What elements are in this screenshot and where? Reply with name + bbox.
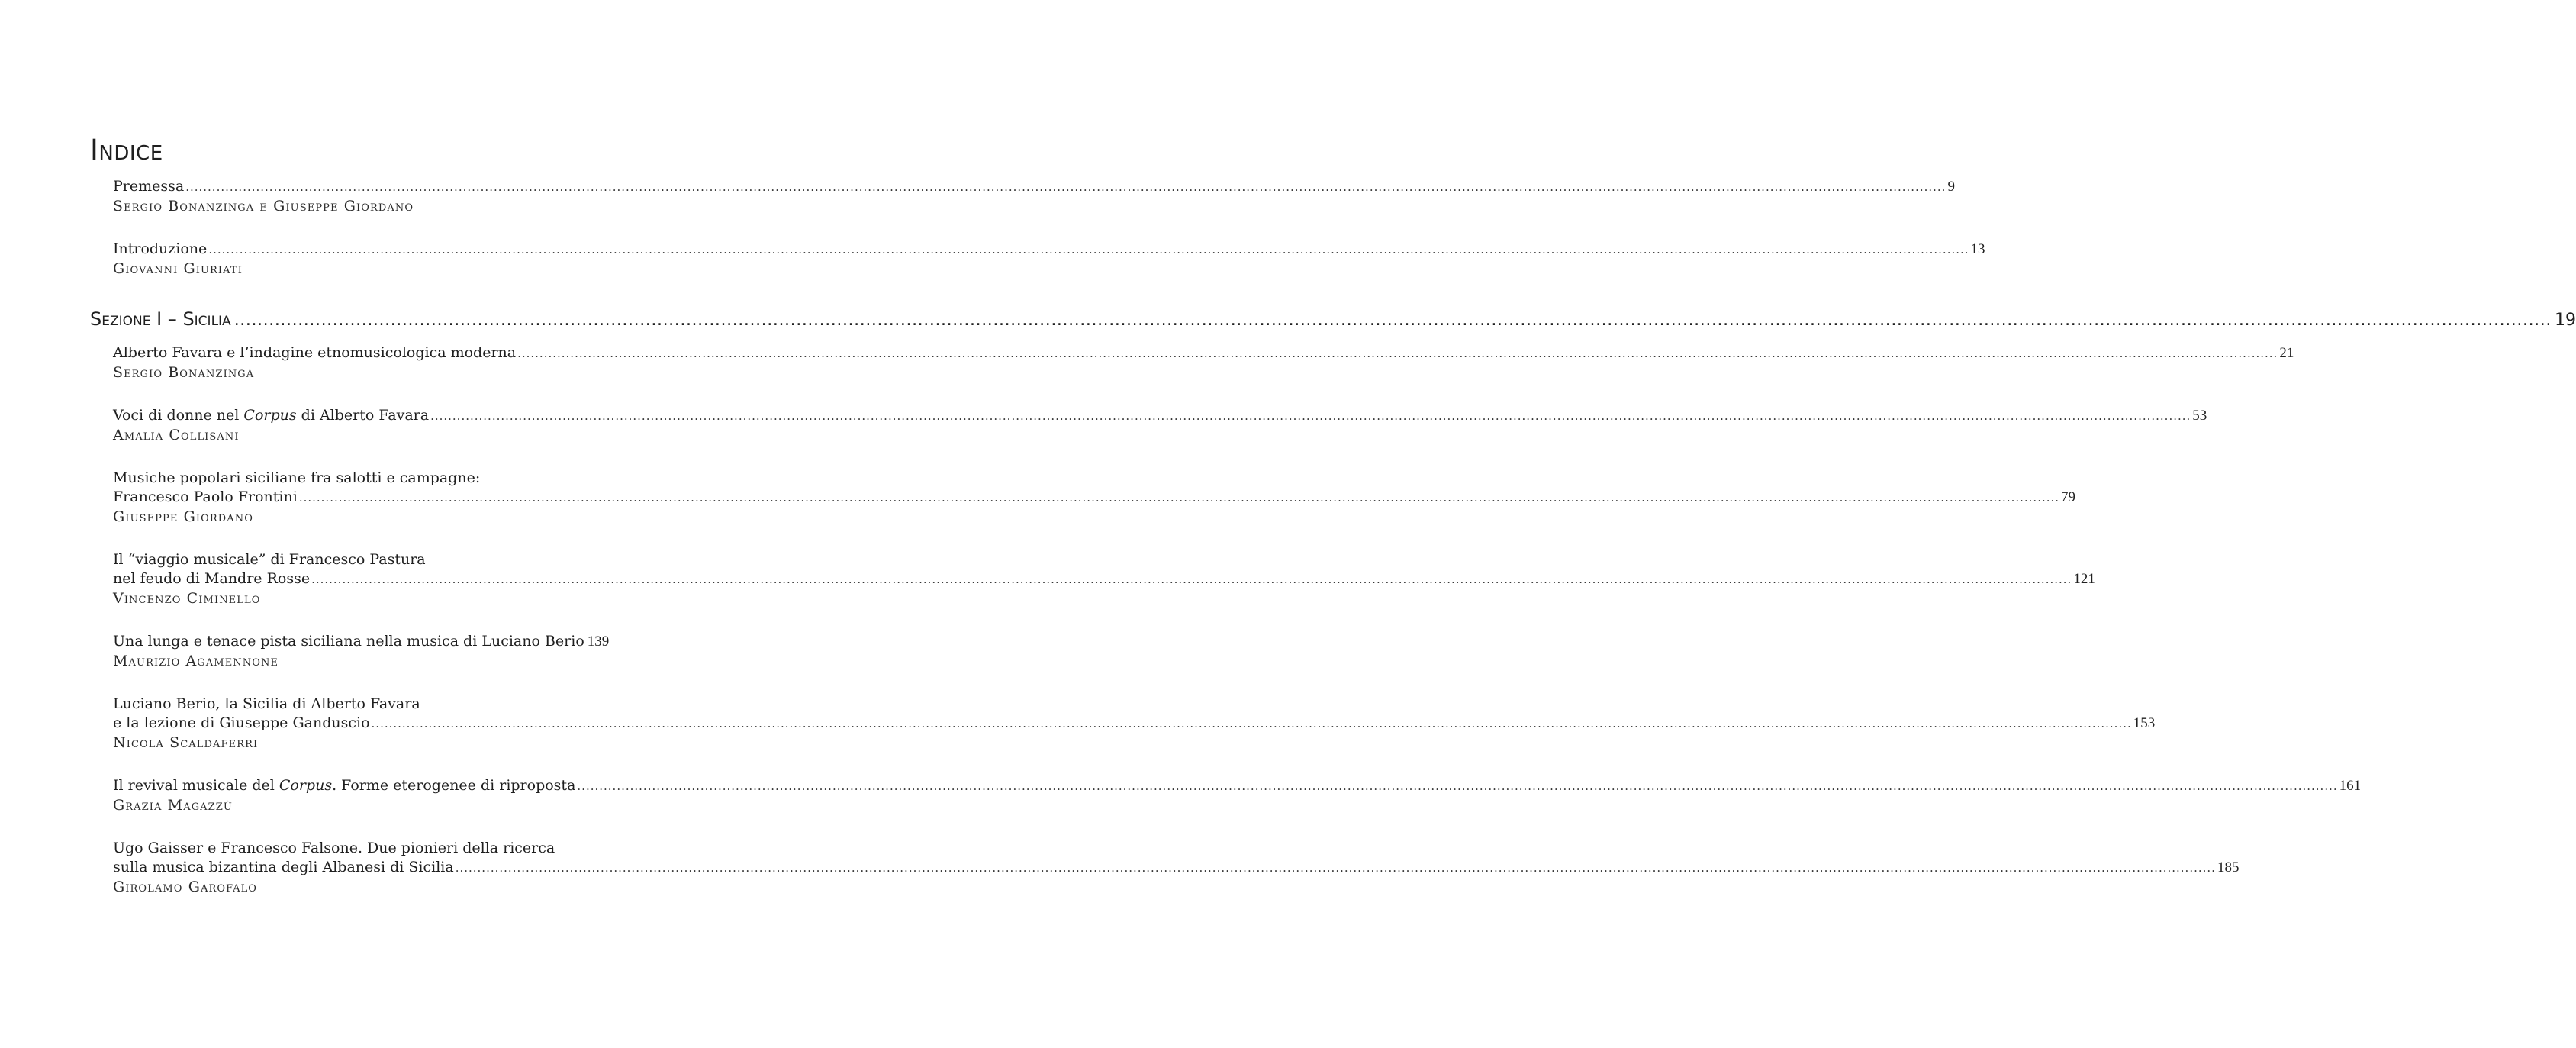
page-number: 121 [2073, 571, 2095, 587]
title-fragment: Ugo Gaisser e Francesco Falsone. Due pionieri della ricerca [113, 840, 555, 856]
title-fragment: nel feudo di Mandre Rosse [113, 570, 311, 587]
entry-title-line [113, 488, 2076, 507]
page-number: 153 [2133, 715, 2156, 731]
entry-author: Nicola Scaldaferri [113, 734, 259, 751]
toc-entry[interactable] [113, 469, 2076, 527]
entry-title [113, 569, 310, 588]
section-heading[interactable] [90, 307, 2576, 331]
dot-leader: ................................................................................................................................................................................................................................................................................................................................................................................................................ [185, 180, 1946, 194]
entry-title [113, 343, 516, 363]
page-number: 185 [2217, 859, 2240, 875]
page-number: 53 [2192, 408, 2207, 424]
dot-leader: ................................................................................................................................................................................................................................................................................................................................................................................................................ [577, 779, 2338, 793]
entry-author: Sergio Bonanzinga e Giuseppe Giordano [113, 198, 414, 214]
section-title: Sezione I – Sicilia [90, 308, 231, 330]
title-fragment: Il revival musicale del [113, 777, 279, 794]
title-fragment: Il “viaggio musicale” di Francesco Pastura [113, 551, 426, 568]
entry-title [113, 632, 584, 651]
section-page-number: 19 [2554, 311, 2576, 330]
title-fragment: sulla musica bizantina degli Albanesi di Sicilia [113, 859, 454, 875]
entry-title [113, 839, 555, 858]
entry-title [113, 776, 575, 795]
dot-leader: ................................................................................................................................................................................................................................................................................................................................................................................................................ [208, 243, 1969, 256]
dot-leader: ................................................................................................................................................................................................................................................................................................................................................................................................................ [298, 491, 2060, 505]
entry-author: Giuseppe Giordano [113, 508, 253, 525]
entry-title [113, 240, 207, 259]
entry-title [113, 695, 420, 714]
dot-leader: ................................................................................................................................................................................................................................................................................................................................................................................................................ [455, 861, 2216, 875]
entry-title-line [113, 695, 604, 714]
title-fragment: . Forme eterogenee di riproposta [332, 777, 576, 794]
toc-entry[interactable] [113, 343, 2294, 382]
toc-entry[interactable] [113, 632, 610, 671]
page-number: 13 [1970, 241, 1985, 257]
dot-leader: ................................................................................................................................................................................................................................................................................................................................................................................................................ [430, 409, 2191, 423]
dot-leader: ................................................................................................................................................................................................................................................................................................................................................................................................................ [371, 717, 2132, 730]
entry-title [113, 406, 429, 425]
entry-title-line [113, 240, 1985, 259]
toc-entry[interactable] [113, 177, 1955, 216]
entry-title-line [113, 550, 604, 569]
entry-author: Amalia Collisani [113, 427, 240, 443]
entry-title-line [113, 776, 2362, 795]
toc-entry[interactable] [113, 695, 2156, 753]
entry-title [113, 177, 184, 196]
toc-entry[interactable] [113, 240, 1985, 279]
page-number: 139 [587, 634, 610, 650]
toc-entry[interactable] [113, 839, 2240, 897]
entry-title [113, 469, 480, 488]
entry-title-line [113, 632, 610, 651]
title-fragment: di Alberto Favara [296, 407, 430, 424]
page-number: 9 [1947, 179, 1955, 195]
title-fragment: Premessa [113, 178, 185, 195]
entry-author: Girolamo Garofalo [113, 879, 258, 895]
page-number: 21 [2279, 345, 2294, 361]
entry-author: Maurizio Agamennone [113, 653, 279, 669]
entry-title-line [113, 177, 1955, 196]
entry-title-line [113, 714, 2156, 733]
title-fragment: Luciano Berio, la Sicilia di Alberto Favara [113, 695, 420, 712]
entry-author: Sergio Bonanzinga [113, 364, 255, 381]
title-fragment: Musiche popolari siciliane fra salotti e campagne: [113, 469, 481, 486]
entry-author: Giovanni Giuriati [113, 260, 243, 277]
title-fragment: Introduzione [113, 240, 208, 257]
entry-author: Vincenzo Ciminello [113, 590, 261, 607]
italic-title-fragment: Corpus [243, 407, 297, 424]
dot-leader: ................................................................................................................................................................................................................................................................................................................................................................................................................ [517, 347, 2278, 360]
dot-leader: ................................................................................................................................................................................................................................................................................................................................................................................................................ [233, 311, 2552, 330]
entry-title-line [113, 569, 2095, 588]
entry-title [113, 488, 298, 507]
entry-title [113, 714, 370, 733]
title-fragment: Alberto Favara e l’indagine etnomusicologica moderna [113, 344, 517, 361]
entry-title-line [113, 469, 604, 488]
title-fragment: e la lezione di Giuseppe Ganduscio [113, 714, 370, 731]
entry-title-line [113, 343, 2294, 363]
toc-entry[interactable] [113, 776, 2362, 815]
entry-author: Grazia Magazzù [113, 797, 233, 814]
dot-leader: ................................................................................................................................................................................................................................................................................................................................................................................................................ [311, 572, 2072, 586]
title-fragment: Una lunga e tenace pista siciliana nella musica di Luciano Berio [113, 633, 584, 650]
italic-title-fragment: Corpus [279, 777, 333, 794]
entry-title-line [113, 858, 2240, 877]
page-title: Indice [90, 134, 163, 166]
entry-title-line [113, 839, 604, 858]
title-fragment: Francesco Paolo Frontini [113, 489, 298, 505]
entry-title [113, 858, 454, 877]
title-fragment: Voci di donne nel [113, 407, 244, 424]
entry-title [113, 550, 426, 569]
entry-title-line [113, 406, 2207, 425]
toc-entry[interactable] [113, 406, 2207, 445]
toc-entry[interactable] [113, 550, 2095, 608]
page-number: 79 [2061, 489, 2076, 505]
page-number: 161 [2339, 778, 2362, 794]
